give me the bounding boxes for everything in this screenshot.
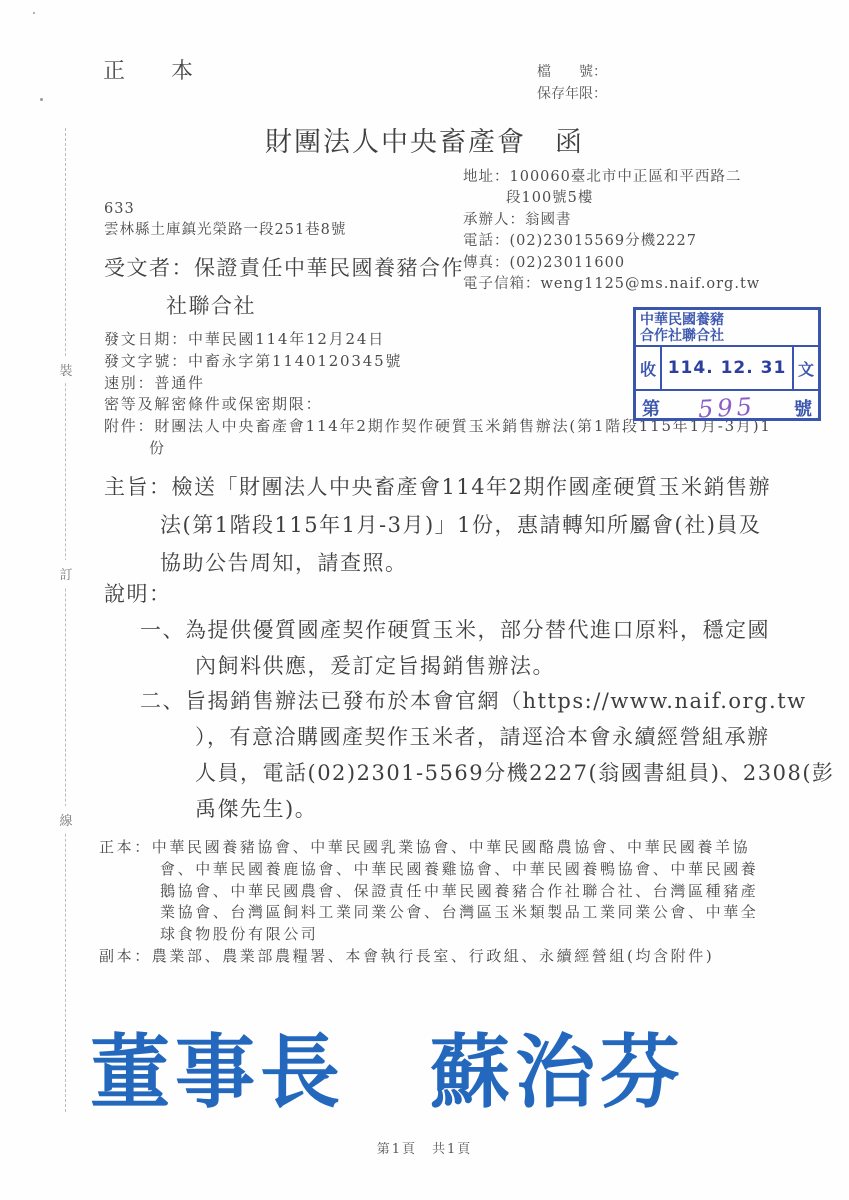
binding-mark-ding: 訂 [58,560,74,587]
document-title: 財團法人中央畜產會 函 [265,127,584,158]
issue-date: 發文日期：中華民國114年12月24日 [104,330,386,348]
original-copy-line: 鵝協會、中華民國農會、保證責任中華民國養豬合作社聯合社、台灣區種豬產 [160,881,759,900]
sender-address-line1: 地址：100060臺北市中正區和平西路二 [463,169,742,185]
attachment-line2: 份 [149,438,166,457]
receipt-stamp [633,307,821,424]
description-item1-line: 一、為提供優質國產契作硬質玉米，部分替代進口原料，穩定國 [140,617,770,642]
recipient-line2: 社聯合社 [166,294,256,318]
carbon-copy-line: 副本：農業部、農業部農糧署、本會執行長室、行政組、永續經營組(均含附件) [99,946,715,965]
sender-contact-person: 承辦人：翁國書 [463,211,572,228]
receipt-stamp-doc-char: 文 [797,359,814,379]
binding-fold-line [65,128,66,1112]
description-item2-line: ），有意洽購國產契作玉米者，請逕洽本會永續經營組承辦 [195,725,770,750]
subject-section [104,468,771,582]
receipt-stamp-date: 114. 12. 31 [660,347,794,389]
receipt-stamp-date-row [636,347,818,391]
recipient-address-block [104,199,346,241]
attachment-line1: 附件：財團法人中央畜產會114年2期作契作硬質玉米銷售辦法(第1階段115年1月-3月)1 [104,417,772,436]
subject-line: 協助公告周知，請查照。 [160,551,408,575]
description-item2-line: 二、旨揭銷售辦法已發布於本會官網（https://www.naif.org.tw [140,689,807,714]
original-copy-line: 正本：中華民國養豬協會、中華民國乳業協會、中華民國酪農協會、中華民國養羊協 [99,838,751,856]
copy-type-label: 正 本 [103,59,206,84]
retention-label: 保存年限： [537,86,607,102]
original-copy-line: 業協會、台灣區飼料工業同業公會、台灣區玉米類製品工業同業公會、中華全 [160,903,759,922]
receipt-stamp-number-suffix: 號 [794,399,812,420]
original-copy-line: 球食物股份有限公司 [160,925,319,944]
sender-phone: 電話：(02)23015569分機2227 [463,233,697,250]
sender-info-block [463,167,760,295]
description-item2-line: 禹傑先生)。 [195,796,318,821]
page-number: 第1頁 共1頁 [376,1142,473,1157]
binding-mark-zhuang: 裝 [58,356,74,383]
receipt-stamp-org [636,310,818,347]
security-class: 密等及解密條件或保密期限： [104,395,323,414]
description-heading: 說明： [104,582,172,606]
sender-address-line2: 段100號5樓 [506,190,594,207]
scan-speck [33,12,35,14]
distribution-section [99,837,758,968]
subject-line: 法(第1階段115年1月-3月)」1份，惠請轉知所屬會(社)員及 [160,513,762,537]
sender-email: 電子信箱：weng1125@ms.naif.org.tw [463,276,761,293]
receipt-stamp-org-line1: 中華民國養豬 [640,312,724,328]
scan-speck [40,98,43,101]
speed-class: 速別：普通件 [104,373,205,392]
file-number-block [537,61,607,105]
recipient-street: 雲林縣土庫鎮光榮路一段251巷8號 [104,222,347,238]
receipt-stamp-org-line2: 合作社聯合社 [640,328,724,344]
receipt-stamp-handwritten-number: 595 [697,392,757,424]
receipt-stamp-receive-char: 收 [639,359,656,379]
description-item1-line: 內飼料供應，爰訂定旨揭銷售辦法。 [195,653,555,678]
recipient-line1: 受文者：保證責任中華民國養豬合作 [104,256,464,280]
receipt-stamp-number-prefix: 第 [642,399,660,420]
original-copy-line: 會、中華民國養鹿協會、中華民國養雞協會、中華民國養鴨協會、中華民國養 [160,859,759,878]
file-number-label: 檔 號： [537,64,607,80]
subject-line: 主旨：檢送「財團法人中央畜產會114年2期作國產硬質玉米銷售辦 [104,475,771,499]
recipient-zip: 633 [104,201,135,217]
description-section [104,577,835,828]
binding-mark-xian: 線 [58,806,74,833]
chairman-signature-stamp: 董事長 蘇治芬 [90,1025,685,1119]
recipient-name-block [104,249,464,325]
doc-number: 發文字號：中畜永字第1140120345號 [104,351,403,370]
receipt-stamp-number-row [636,391,818,425]
description-item2-line: 人員，電話(02)2301-5569分機2227(翁國書組員)、2308(彭 [195,760,835,785]
sender-fax: 傳真：(02)23011600 [463,254,626,271]
